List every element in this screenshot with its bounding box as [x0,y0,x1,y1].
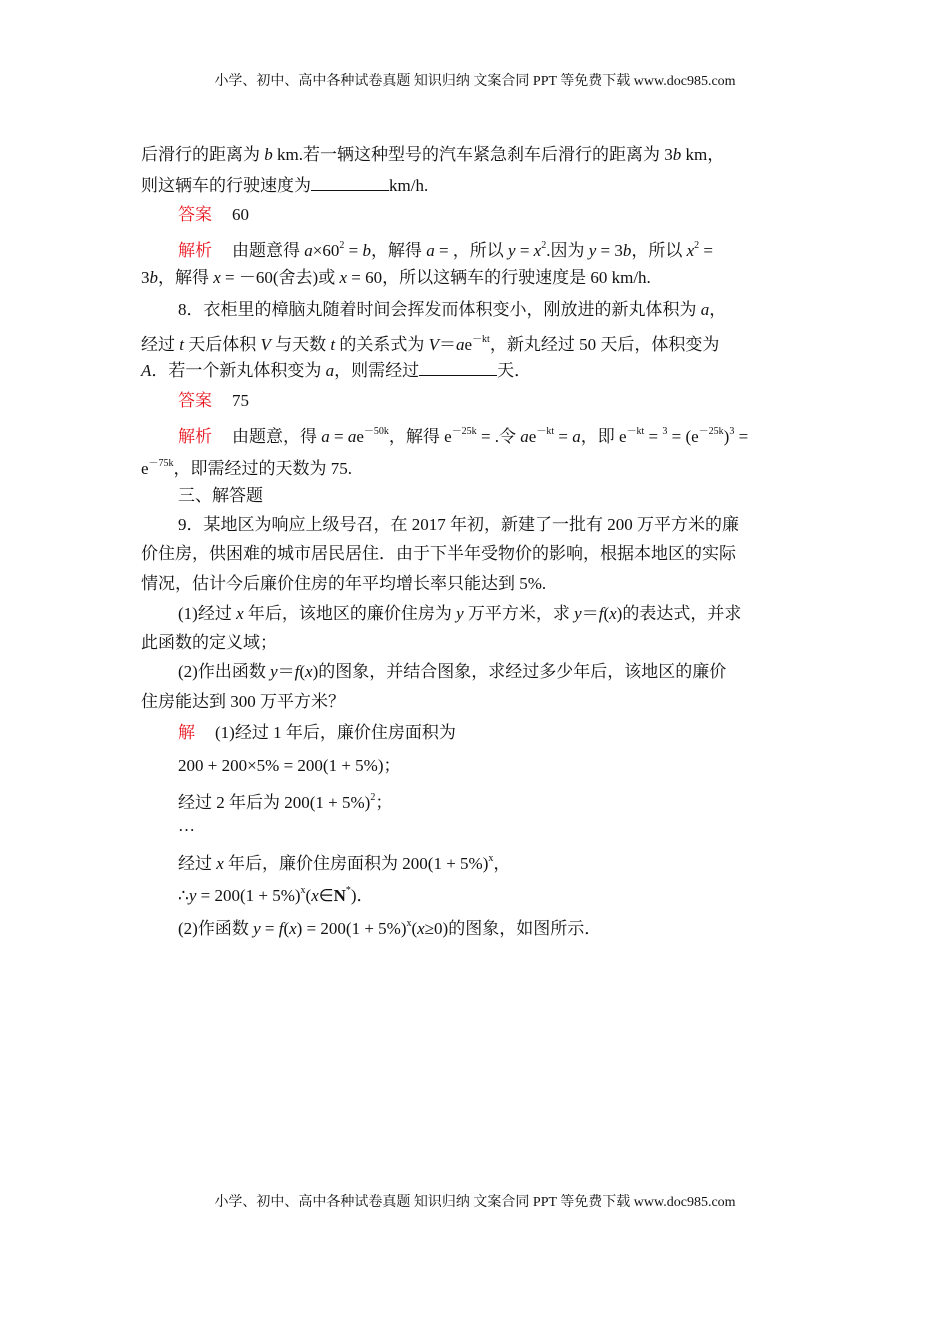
text-segment: = [344,241,363,260]
text-line [141,691,345,713]
text-line [178,299,726,321]
section-label: 答案 [178,391,212,410]
text-line [178,514,739,536]
text-segment: N [333,886,346,905]
text-segment: (2)作出函数 [178,662,271,681]
text-segment: f [598,604,604,623]
text-segment: ，解得 [158,268,214,287]
text-segment: 2 [541,240,547,251]
text-segment: = [515,241,534,260]
text-segment: a [321,427,330,446]
text-line [178,603,741,625]
text-segment: 2 [370,792,376,803]
text-segment: = [734,427,749,446]
text-line [141,144,724,166]
text-segment: = ，所以 [434,241,509,260]
text-segment: ，所以 [631,241,687,260]
text-segment: f [278,919,284,938]
text-segment: ＝ [581,604,599,623]
text-segment: a [426,241,435,260]
text-segment: a [456,335,465,354]
text-segment: －kt [536,426,555,437]
text-segment: 2 [339,240,345,251]
text-segment: －kt [472,334,490,345]
text-segment: * [345,885,351,896]
text-segment: e [464,335,473,354]
text-segment: 由题意，得 [232,427,322,446]
answer-blank [419,359,497,376]
text-line [178,848,510,875]
text-segment: )． [350,886,374,905]
text-segment: y [508,241,516,260]
text-segment: = [329,427,348,446]
text-segment: b [149,268,158,287]
text-segment: ＝ [439,335,456,354]
text-segment: V [260,335,271,354]
text-segment: －25k [698,426,724,437]
text-segment: = [699,241,713,260]
text-line [178,913,601,940]
text-segment: = [260,919,279,938]
text-line [141,543,736,565]
text-segment: x [311,886,319,905]
text-segment: f [294,662,300,681]
text-segment: 8．衣柜里的樟脑丸随着时间会挥发而体积变小，刚放进的新丸体积为 [178,300,701,319]
text-segment: ( [305,886,312,905]
text-segment: 经过 [141,335,180,354]
text-segment: = 200(1 + 5%) [196,886,301,905]
text-segment: (2)作函数 [178,919,254,938]
text-segment: y [574,604,582,623]
text-segment: 此函数的定义域； [141,633,277,652]
text-line [178,787,392,814]
text-segment: ≥0)的图象，如图所示． [424,919,602,938]
text-segment: x [417,919,425,938]
text-segment: = －60(舍去)或 [220,268,340,287]
text-segment: a [347,427,357,446]
text-segment: t [330,335,336,354]
text-segment: ，即需经过的天数为 75. [173,459,353,478]
text-segment: x [533,241,542,260]
text-segment: x [305,662,313,681]
text-segment: e [528,427,537,446]
text-segment: y [188,886,197,905]
text-segment: 价住房，供困难的城市居民居住．由于下半年受物价的影响，根据本地区的实际 [141,544,736,563]
text-line [141,329,719,356]
text-segment: )的图象，并结合图象，求经过多少年后，该地区的廉价 [312,662,727,681]
text-line [178,421,748,448]
text-segment: 由题意得 [232,241,305,260]
answer-blank [311,174,389,191]
text-segment: e [141,459,149,478]
text-segment: a [325,361,335,380]
text-segment: a [304,241,313,260]
text-segment: = (e [667,427,699,446]
text-segment: = [554,427,573,446]
text-segment: ，解得 e [388,427,452,446]
text-segment: b [672,145,682,164]
section-label: 解析 [178,427,212,446]
text-segment: ∴ [178,886,189,905]
text-segment: ，则需经过 [334,361,420,380]
text-segment: e [356,427,364,446]
text-segment: ×60 [312,241,340,260]
text-segment: －25k [451,426,477,437]
page-header: 小学、初中、高中各种试卷真题 知识归纳 文案合同 PPT 等免费下载 www.doc985.com [214,74,736,89]
text-segment: … [178,816,195,835]
text-segment: y [253,919,261,938]
text-line [178,235,713,262]
section-label: 解析 [178,241,212,260]
text-segment: = 3 [596,241,623,260]
text-segment: 75 [232,391,249,410]
text-segment: 与天数 [270,335,331,354]
text-segment: ＝ [277,662,295,681]
text-line [178,661,726,683]
text-segment: 则这辆车的行驶速度为 [141,176,311,195]
text-segment: )的表达式，并求 [616,604,742,623]
text-segment: ) [723,427,730,446]
text-segment: 经过 2 年后为 200(1 + 5%) [178,793,371,812]
text-segment: x [236,604,244,623]
text-line [141,453,352,480]
text-segment: ) = 200(1 + 5%) [296,919,407,938]
text-line [178,485,263,507]
text-segment: (1)经过 1 年后，廉价住房面积为 [215,723,456,742]
section-label: 解 [178,723,195,742]
text-line [178,204,249,226]
text-segment: 3 [729,426,735,437]
text-line [178,880,374,907]
text-segment: y [270,662,278,681]
text-segment: x [289,919,297,938]
text-line [178,722,456,744]
text-line [141,267,651,289]
text-segment: 天． [497,361,532,380]
page-footer: 小学、初中、高中各种试卷真题 知识归纳 文案合同 PPT 等免费下载 www.doc985.com [214,1195,736,1210]
text-segment: = [644,427,663,446]
text-segment: 200 + 200×5% = 200(1 + 5%)； [178,756,401,775]
text-segment: 3 [662,426,668,437]
text-segment: a [572,427,581,446]
text-segment: b [362,241,371,260]
text-segment: 万平方米，求 [463,604,575,623]
text-segment: ，新丸经过 50 天后，体积变为 [489,335,720,354]
text-segment: ； [375,793,393,812]
text-segment: (1)经过 [178,604,237,623]
text-segment: x [213,268,221,287]
text-segment: ．若一个新丸体积变为 [151,361,326,380]
text-segment: －kt [626,426,645,437]
text-segment: 9．某地区为响应上级号召，在 2017 年初，新建了一批有 200 万平方米的廉 [178,515,739,534]
text-segment: 的关系式为 [335,335,429,354]
text-segment: km/h. [389,176,429,195]
text-line [178,755,401,777]
text-segment: x [488,853,494,864]
text-segment: x [216,854,224,873]
text-line [178,390,249,412]
text-segment: ， [493,854,511,873]
text-segment: 天后体积 [183,335,261,354]
text-segment: y [588,241,597,260]
section-label: 答案 [178,205,212,224]
text-segment: 3 [141,268,150,287]
text-segment: .因为 [546,241,589,260]
text-line [141,174,428,197]
text-segment: b [264,145,273,164]
text-segment: x [406,918,412,929]
text-segment: 经过 [178,854,217,873]
text-line [141,573,546,595]
text-line [141,632,277,654]
text-segment: 三、解答题 [178,486,263,505]
text-segment: x [339,268,348,287]
text-segment: 年后，该地区的廉价住房为 [243,604,457,623]
text-segment: a [700,300,710,319]
text-segment: ∈ [318,886,334,905]
text-segment: x [609,604,617,623]
text-line [178,815,195,837]
text-segment: 年后，廉价住房面积为 200(1 + 5%) [223,854,489,873]
text-segment: V [428,335,439,354]
text-segment: km， [681,145,725,164]
text-segment: x [686,241,695,260]
text-segment: A [141,361,152,380]
text-segment: －50k [363,426,389,437]
text-line [141,359,531,382]
text-segment: 后滑行的距离为 [141,145,265,164]
text-segment: －75k [148,458,174,469]
text-segment: ( [411,919,418,938]
text-segment: ( [603,604,610,623]
text-segment: ，即 e [580,427,627,446]
text-segment: x [300,885,306,896]
text-segment: 2 [694,240,700,251]
text-segment: ， [709,300,727,319]
text-segment: y [456,604,464,623]
text-segment: b [622,241,632,260]
text-segment: a [520,427,529,446]
text-segment: 住房能达到 300 万平方米？ [141,692,345,711]
text-segment: t [179,335,184,354]
text-segment: 情况，估计今后廉价住房的年平均增长率只能达到 5%. [141,574,547,593]
text-segment: = .令 [476,427,521,446]
text-segment: ( [299,662,306,681]
text-segment: 60 [232,205,249,224]
text-segment: km.若一辆这种型号的汽车紧急刹车后滑行的距离为 3 [272,145,673,164]
text-segment: = 60，所以这辆车的行驶速度是 60 km/h. [347,268,651,287]
text-segment: ，解得 [370,241,427,260]
text-segment: ( [283,919,290,938]
